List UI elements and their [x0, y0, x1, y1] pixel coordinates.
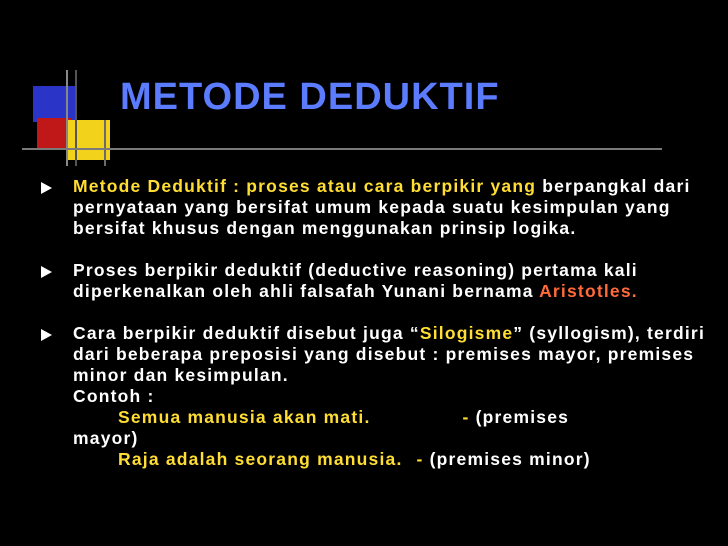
example-label: Contoh :	[73, 386, 155, 406]
deco-blue-square	[33, 86, 75, 122]
example-1-text: Semua manusia akan mati.	[118, 407, 371, 427]
term-silogisme: Silogisme	[419, 323, 514, 343]
slide-title: METODE DEDUKTIF	[120, 76, 500, 118]
example-1-dash: -	[462, 407, 470, 427]
example-2-dash: -	[416, 449, 424, 469]
bullet-arrow-icon	[41, 182, 52, 194]
bullet-item-silogisme	[40, 323, 720, 470]
term-separator: :	[227, 176, 247, 196]
example-2-text: Raja adalah seorang manusia.	[118, 449, 403, 469]
definition-start: proses atau cara berpikir yang	[246, 176, 537, 196]
definition-rest: berpangkal dari pernyataan yang bersifat umum kepada suatu kesimpulan yang bersifat khusus dengan menggunakan prinsip logika.	[73, 176, 691, 238]
deco-vertical-line-1	[66, 70, 68, 166]
deco-horizontal-line	[22, 148, 662, 150]
example-line-2	[73, 449, 720, 470]
example-1-tag: (premises	[475, 407, 570, 427]
bullet-list	[40, 176, 720, 491]
aristotles-name: Aristotles	[539, 281, 632, 301]
aristotles-period: .	[631, 281, 638, 301]
bullet-item-metode-deduktif	[40, 176, 720, 239]
bullet-arrow-icon	[41, 329, 52, 341]
bullet-arrow-icon	[41, 266, 52, 278]
silogisme-text-before: Cara berpikir deduktif disebut juga “	[73, 323, 420, 343]
proses-text: Proses berpikir deduktif (deductive reasoning) pertama kali diperkenalkan oleh ahli falsafah Yunani bernama	[73, 260, 638, 301]
silogisme-text-after: ” (syllogism), terdiri dari beberapa preposisi yang disebut : premises mayor, premises minor dan kesimpulan.	[73, 323, 706, 385]
example-1-tag-continued: mayor)	[73, 428, 139, 448]
example-2-tag: (premises minor)	[429, 449, 591, 469]
deco-vertical-line-3	[104, 120, 106, 166]
deco-vertical-line-2	[75, 70, 77, 166]
term-metode-deduktif: Metode Deduktif	[73, 176, 228, 196]
example-line-1	[73, 407, 720, 428]
bullet-item-proses	[40, 260, 720, 302]
